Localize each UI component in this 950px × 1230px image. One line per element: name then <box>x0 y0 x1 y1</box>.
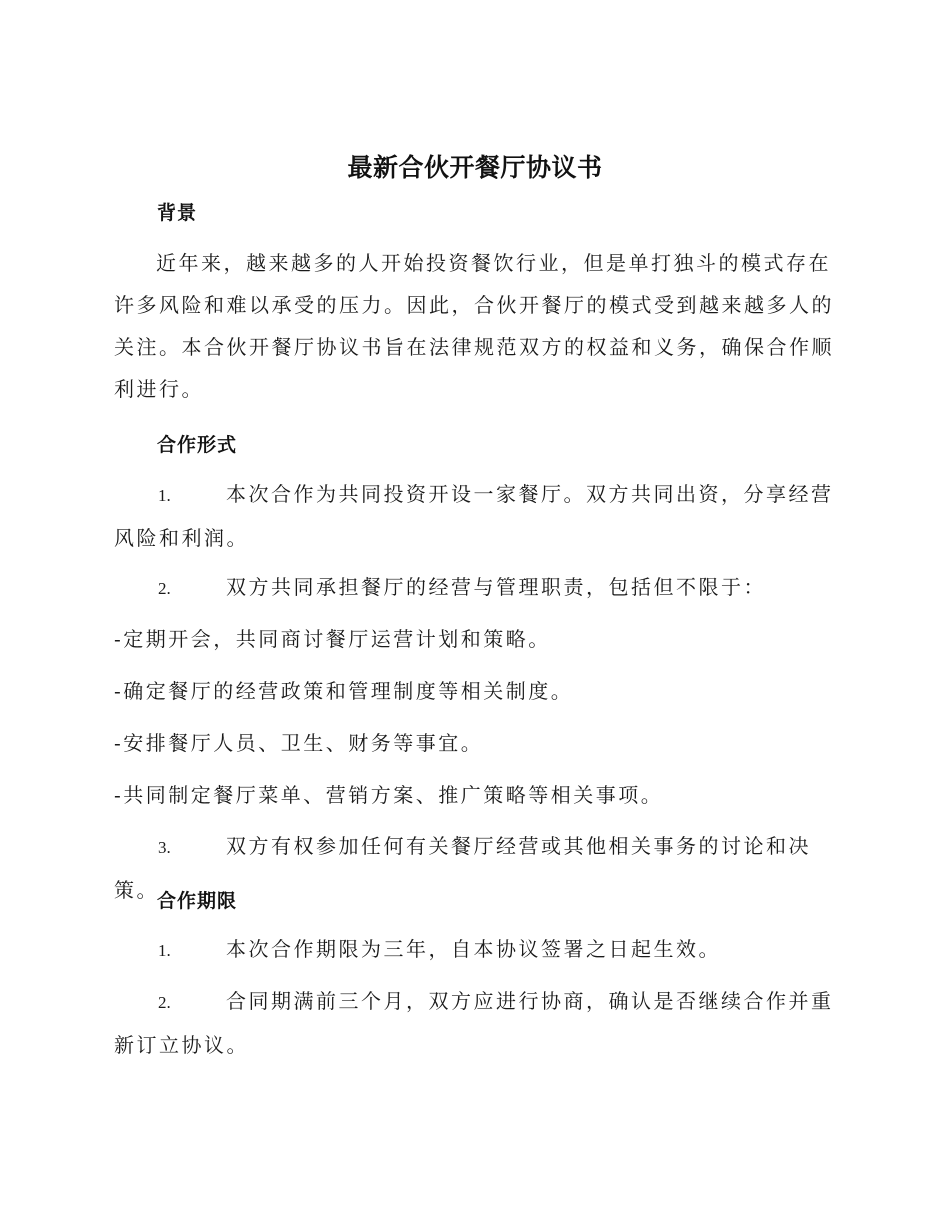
cooperation-term-item-1 <box>114 928 834 972</box>
item-number: 3. <box>158 838 171 857</box>
background-paragraph: 近年来，越来越多的人开始投资餐饮行业，但是单打独斗的模式存在许多风险和难以承受的压力。因此，合伙开餐厅的模式受到越来越多人的关注。本合伙开餐厅协议书旨在法律规范双方的权益和义务，确保合作顺利进行。 <box>114 251 834 401</box>
item-text: 本次合作为共同投资开设一家餐厅。双方共同出资，分享经营风险和利润。 <box>114 482 834 550</box>
item-number: 1. <box>158 486 171 505</box>
duty-bullet-4: -共同制定餐厅菜单、营销方案、推广策略等相关事项。 <box>114 783 664 807</box>
cooperation-form-item-2 <box>114 566 834 610</box>
item-number: 1. <box>158 941 171 960</box>
duty-bullet-2: -确定餐厅的经营政策和管理制度等相关制度。 <box>114 679 574 703</box>
duty-bullet-3: -安排餐厅人员、卫生、财务等事宜。 <box>114 731 484 755</box>
item-number: 2. <box>158 579 171 598</box>
section-heading-cooperation-form: 合作形式 <box>157 434 238 456</box>
item-text: 本次合作期限为三年，自本协议签署之日起生效。 <box>226 937 721 961</box>
section-heading-background: 背景 <box>157 202 198 224</box>
cooperation-form-item-1 <box>114 473 834 559</box>
item-text: 双方有权参加任何有关餐厅经营或其他相关事务的讨论和决策。 <box>114 834 811 902</box>
document-title: 最新合伙开餐厅协议书 <box>347 153 603 182</box>
section-heading-cooperation-term: 合作期限 <box>157 890 238 912</box>
cooperation-term-item-2 <box>114 980 834 1066</box>
item-text: 双方共同承担餐厅的经营与管理职责，包括但不限于： <box>226 575 766 599</box>
item-number: 2. <box>158 993 171 1012</box>
duty-bullet-1: -定期开会，共同商讨餐厅运营计划和策略。 <box>114 627 551 651</box>
item-text: 合同期满前三个月，双方应进行协商，确认是否继续合作并重新订立协议。 <box>114 989 834 1057</box>
